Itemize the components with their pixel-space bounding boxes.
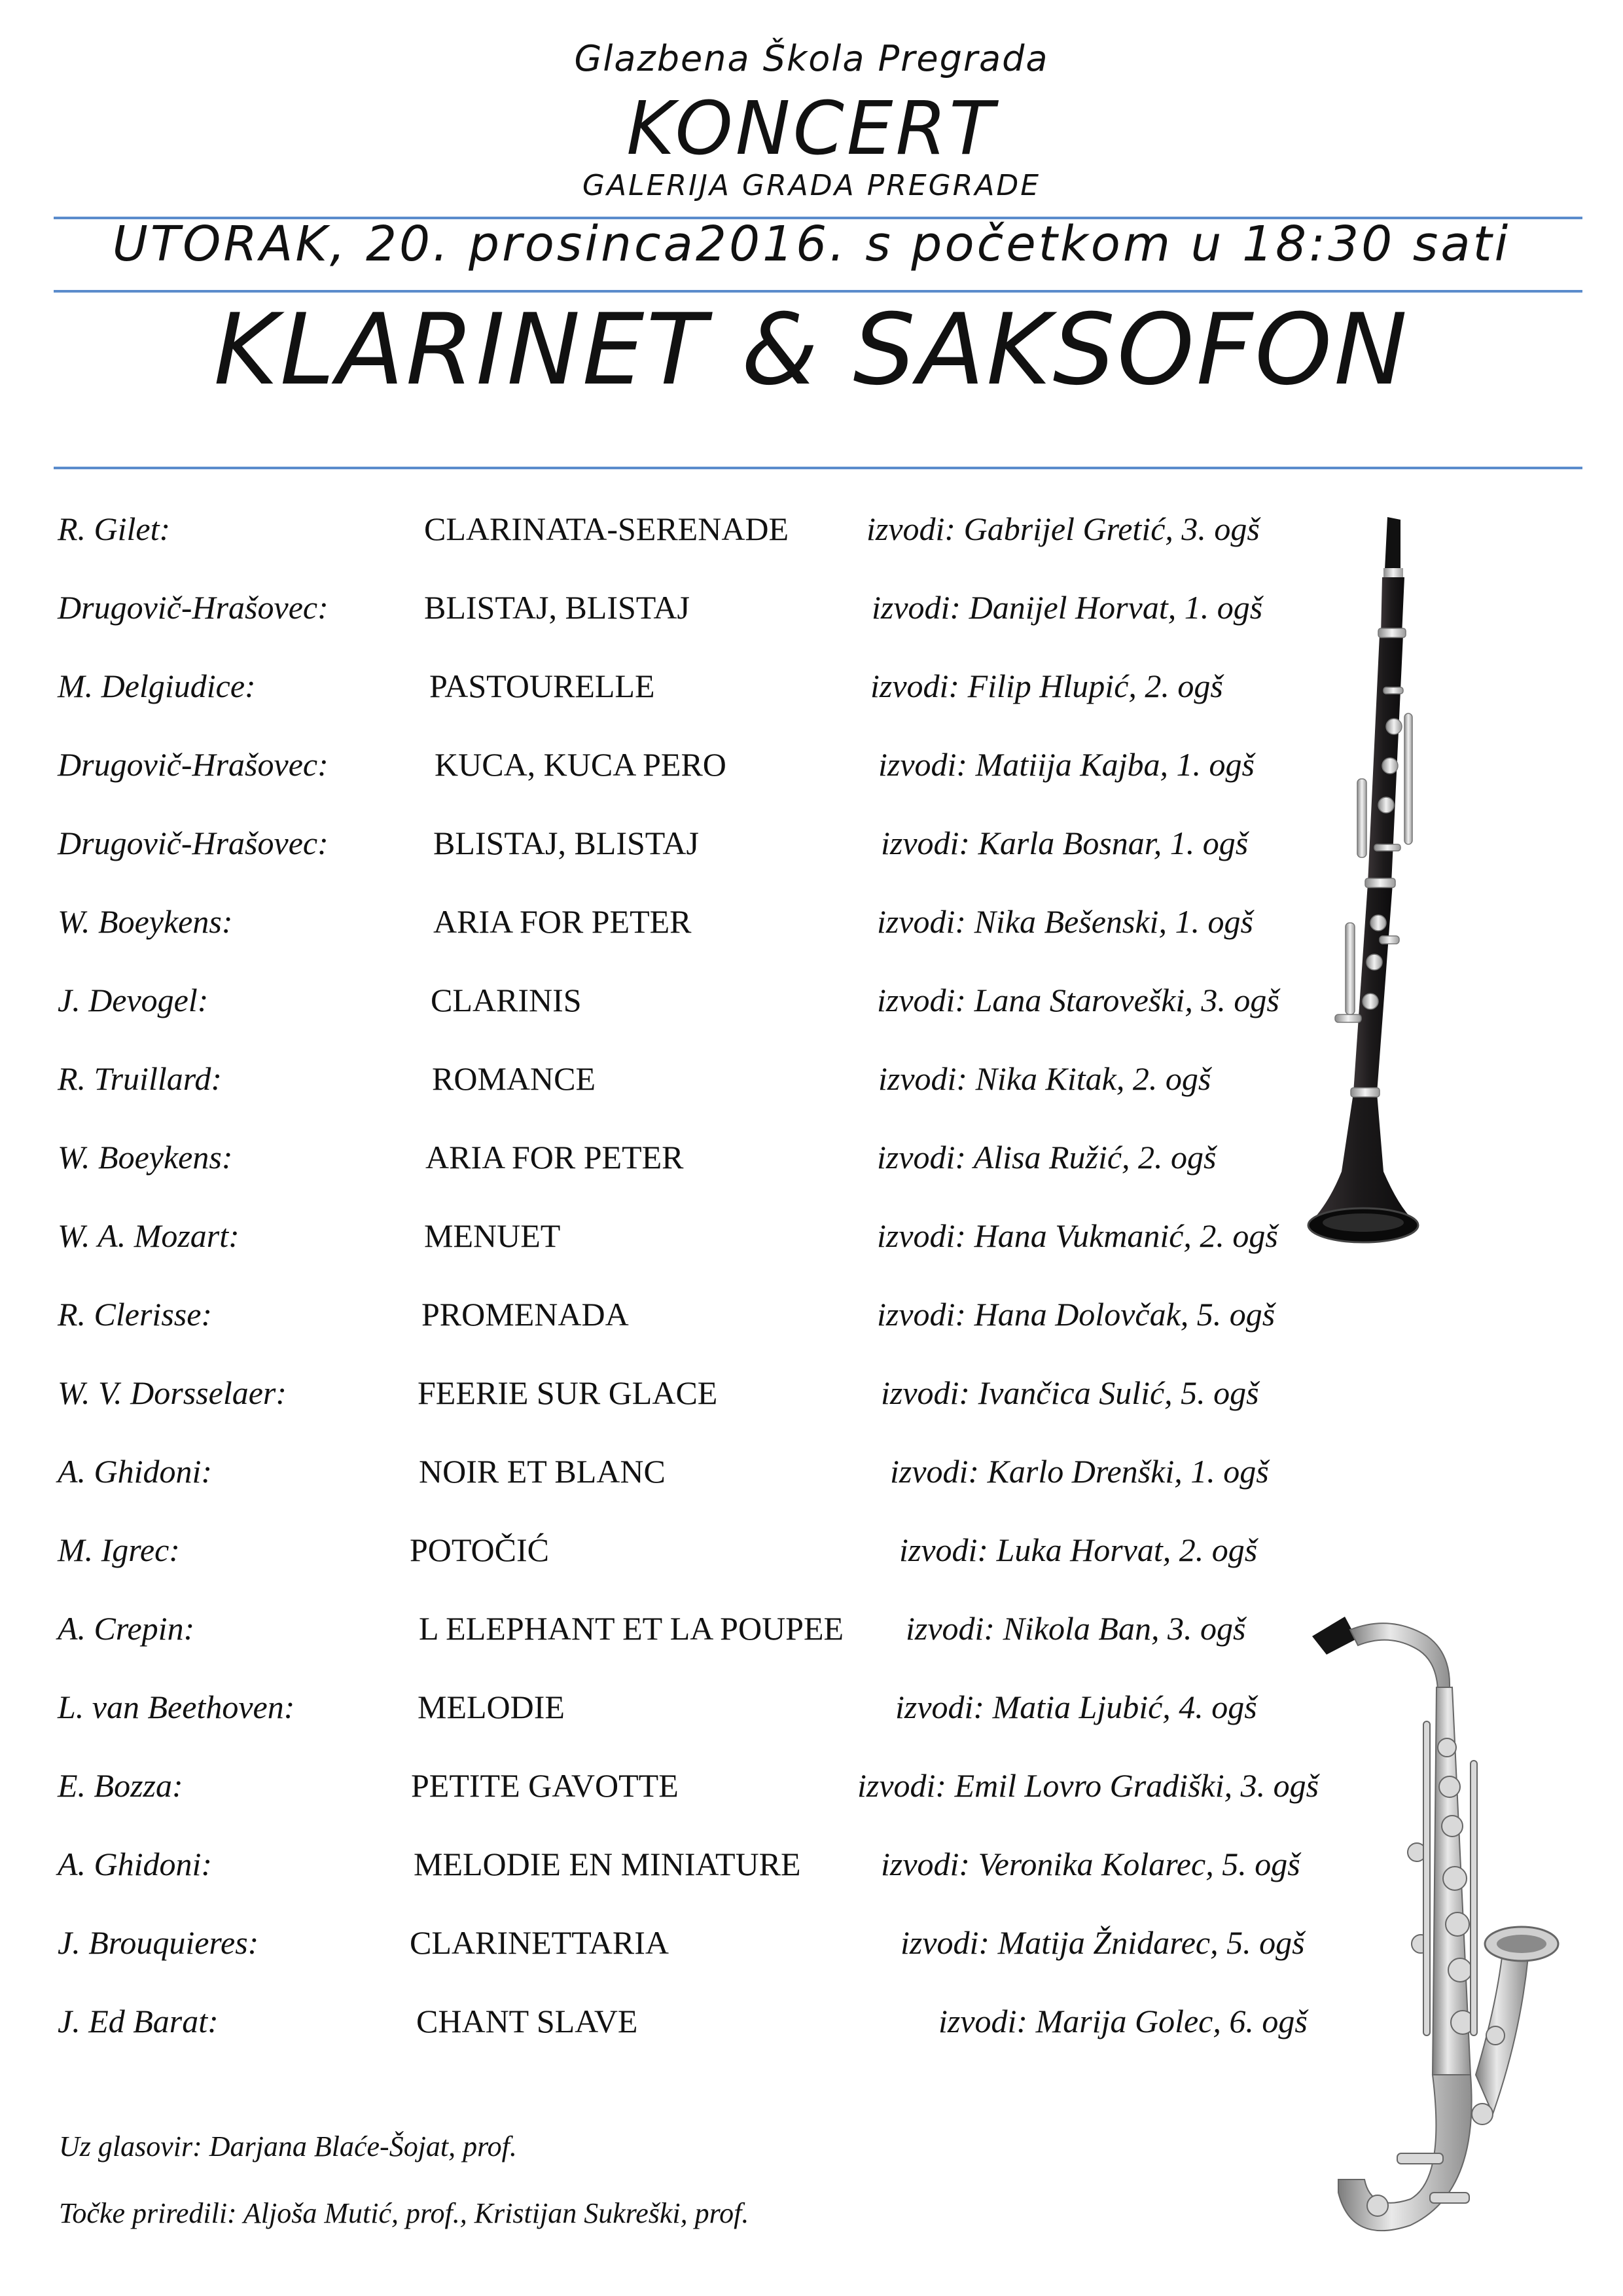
program-performer: izvodi: Matija Žnidarec, 5. ogš xyxy=(901,1924,1305,1961)
program-piece: ARIA FOR PETER xyxy=(433,903,692,940)
program-performer: izvodi: Nikola Ban, 3. ogš xyxy=(906,1610,1246,1647)
program-performer: izvodi: Filip Hlupić, 2. ogš xyxy=(870,668,1223,704)
clarinet-image xyxy=(1302,517,1440,1289)
program-composer: E. Bozza: xyxy=(58,1767,183,1804)
program-performer: izvodi: Nika Kitak, 2. ogš xyxy=(878,1060,1211,1097)
program-performer: izvodi: Karla Bosnar, 1. ogš xyxy=(881,825,1249,861)
program-performer: izvodi: Danijel Horvat, 1. ogš xyxy=(872,589,1263,626)
program-performer: izvodi: Hana Dolovčak, 5. ogš xyxy=(877,1296,1275,1333)
program-composer: A. Ghidoni: xyxy=(58,1846,213,1882)
program-piece: POTOČIĆ xyxy=(410,1532,550,1568)
event-heading: KONCERT xyxy=(626,86,997,171)
program-performer: izvodi: Matia Ljubić, 4. ogš xyxy=(895,1689,1257,1725)
program-composer: R. Clerisse: xyxy=(58,1296,213,1333)
program-composer: A. Ghidoni: xyxy=(58,1453,213,1490)
program-performer: izvodi: Luka Horvat, 2. ogš xyxy=(899,1532,1258,1568)
program-composer: J. Ed Barat: xyxy=(58,2003,219,2039)
program-composer: J. Brouquieres: xyxy=(58,1924,259,1961)
program-performer: izvodi: Matiija Kajba, 1. ogš xyxy=(878,746,1255,783)
program-piece: L ELEPHANT ET LA POUPEE xyxy=(419,1610,844,1647)
program-piece: CHANT SLAVE xyxy=(416,2003,638,2039)
program-performer: izvodi: Nika Bešenski, 1. ogš xyxy=(877,903,1253,940)
program-performer: izvodi: Ivančica Sulić, 5. ogš xyxy=(881,1374,1259,1411)
program-composer: W. V. Dorsselaer: xyxy=(58,1374,287,1411)
program-composer: Drugovič-Hrašovec: xyxy=(58,825,329,861)
program-piece: ROMANCE xyxy=(432,1060,596,1097)
program-composer: W. Boeykens: xyxy=(58,903,233,940)
program-piece: FEERIE SUR GLACE xyxy=(418,1374,718,1411)
prepared-by-note: Točke priredili: Aljoša Mutić, prof., Kristijan Sukreški, prof. xyxy=(59,2197,749,2229)
title-divider xyxy=(54,467,1582,469)
venue-name: GALERIJA GRADA PREGRADE xyxy=(582,169,1041,202)
saxophone-image xyxy=(1299,1617,1561,2278)
program-piece: PROMENADA xyxy=(421,1296,629,1333)
program-performer: izvodi: Emil Lovro Gradiški, 3. ogš xyxy=(857,1767,1319,1804)
accompaniment-note: Uz glasovir: Darjana Blaće-Šojat, prof. xyxy=(59,2130,517,2162)
program-piece: MENUET xyxy=(424,1217,561,1254)
program-composer: Drugovič-Hrašovec: xyxy=(58,746,329,783)
program-composer: M. Igrec: xyxy=(58,1532,180,1568)
program-performer: izvodi: Marija Golec, 6. ogš xyxy=(938,2003,1308,2039)
program-piece: BLISTAJ, BLISTAJ xyxy=(433,825,699,861)
date-time-line: UTORAK, 20. prosinca2016. s početkom u 18:30 sati xyxy=(112,216,1511,272)
program-composer: R. Truillard: xyxy=(58,1060,222,1097)
program-piece: CLARINIS xyxy=(431,982,582,1018)
date-divider xyxy=(54,290,1582,293)
program-composer: M. Delgiudice: xyxy=(58,668,256,704)
program-performer: izvodi: Hana Vukmanić, 2. ogš xyxy=(877,1217,1278,1254)
program-composer: A. Crepin: xyxy=(58,1610,195,1647)
school-name: Glazbena Škola Pregrada xyxy=(574,38,1049,79)
program-piece: PASTOURELLE xyxy=(429,668,655,704)
program-composer: Drugovič-Hrašovec: xyxy=(58,589,329,626)
program-composer: L. van Beethoven: xyxy=(58,1689,295,1725)
program-composer: W. Boeykens: xyxy=(58,1139,233,1175)
program-performer: izvodi: Gabrijel Gretić, 3. ogš xyxy=(866,511,1260,547)
program-piece: NOIR ET BLANC xyxy=(419,1453,666,1490)
program-performer: izvodi: Alisa Ružić, 2. ogš xyxy=(877,1139,1217,1175)
program-piece: ARIA FOR PETER xyxy=(425,1139,684,1175)
program-piece: MELODIE EN MINIATURE xyxy=(414,1846,801,1882)
program-composer: J. Devogel: xyxy=(58,982,209,1018)
program-composer: W. A. Mozart: xyxy=(58,1217,240,1254)
program-piece: KUCA, KUCA PERO xyxy=(435,746,726,783)
program-piece: MELODIE xyxy=(418,1689,565,1725)
program-performer: izvodi: Lana Staroveški, 3. ogš xyxy=(877,982,1279,1018)
program-piece: BLISTAJ, BLISTAJ xyxy=(424,589,690,626)
program-piece: PETITE GAVOTTE xyxy=(411,1767,679,1804)
program-performer: izvodi: Karlo Drenški, 1. ogš xyxy=(890,1453,1269,1490)
program-piece: CLARINATA-SERENADE xyxy=(424,511,789,547)
program-piece: CLARINETTARIA xyxy=(410,1924,669,1961)
program-performer: izvodi: Veronika Kolarec, 5. ogš xyxy=(881,1846,1300,1882)
concert-title: KLARINET & SAKSOFON xyxy=(213,293,1410,407)
program-composer: R. Gilet: xyxy=(58,511,171,547)
